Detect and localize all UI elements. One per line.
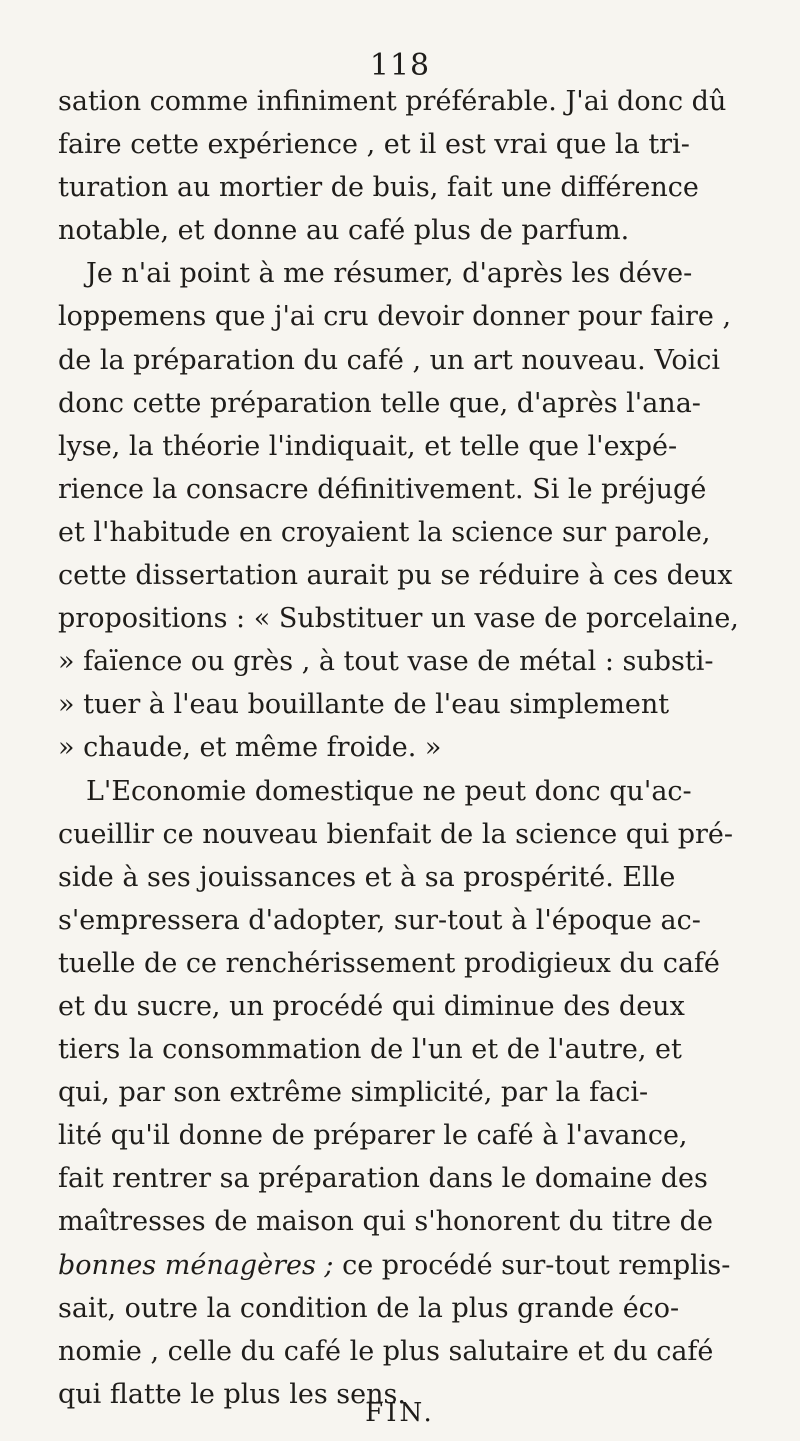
text-line: notable, et donne au café plus de parfum. <box>58 215 630 247</box>
text-line: qui, par son extrême simplicité, par la faci- <box>58 1077 649 1109</box>
italic-phrase: bonnes ménagères ; <box>58 1249 334 1281</box>
text-line: lyse, la théorie l'indiquait, et telle que l'expé- <box>58 430 678 462</box>
text-line: de la préparation du café , un art nouveau. Voici <box>58 344 721 376</box>
text-line: turation au mortier de buis, fait une différence <box>58 172 699 204</box>
text-line: loppemens que j'ai cru devoir donner pour faire , <box>58 301 732 333</box>
text-line: » chaude, et même froide. » <box>58 732 442 764</box>
text-line: nomie , celle du café le plus salutaire et du café <box>58 1335 714 1367</box>
page-number: 118 <box>369 48 431 83</box>
text-line: tuelle de ce renchérissement prodigieux du café <box>58 947 720 979</box>
text-line: » tuer à l'eau bouillante de l'eau simplement <box>58 689 670 721</box>
body-text <box>58 80 748 1416</box>
text-line: cette dissertation aurait pu se réduire à ces deux <box>58 560 733 592</box>
end-marker: FIN. <box>365 1398 435 1428</box>
text-line: propositions : « Substituer un vase de porcelaine, <box>58 603 739 635</box>
text-line: faire cette expérience , et il est vrai que la tri- <box>58 129 690 161</box>
text-line: side à ses jouissances et à sa prospérité. Elle <box>58 861 676 893</box>
text-line: » faïence ou grès , à tout vase de métal : substi- <box>58 646 714 678</box>
text-line: qui flatte le plus les sens. <box>58 1378 406 1410</box>
text-line: s'empressera d'adopter, sur-tout à l'époque ac- <box>58 904 701 936</box>
text-line: lité qu'il donne de préparer le café à l'avance, <box>58 1120 688 1152</box>
text-line: L'Economie domestique ne peut donc qu'ac- <box>86 775 692 807</box>
text-line: donc cette préparation telle que, d'après l'ana- <box>58 387 701 419</box>
text-line: tiers la consommation de l'un et de l'autre, et <box>58 1034 682 1066</box>
text-line: rience la consacre définitivement. Si le préjugé <box>58 473 707 505</box>
text-line: sait, outre la condition de la plus grande éco- <box>58 1292 680 1324</box>
text-line: sation comme infiniment préférable. J'ai donc dû <box>58 86 727 117</box>
text-line: Je n'ai point à me résumer, d'après les déve- <box>86 258 693 290</box>
text-line: cueillir ce nouveau bienfait de la science qui pré- <box>58 818 733 850</box>
text-line: et l'habitude en croyaient la science sur parole, <box>58 516 711 548</box>
text-line: fait rentrer sa préparation dans le domaine des <box>58 1163 708 1195</box>
text-line: maîtresses de maison qui s'honorent du titre de <box>58 1206 713 1238</box>
text-line: bonnes ménagères ; ce procédé sur-tout remplis- <box>58 1249 731 1281</box>
text-line: et du sucre, un procédé qui diminue des deux <box>58 990 685 1022</box>
